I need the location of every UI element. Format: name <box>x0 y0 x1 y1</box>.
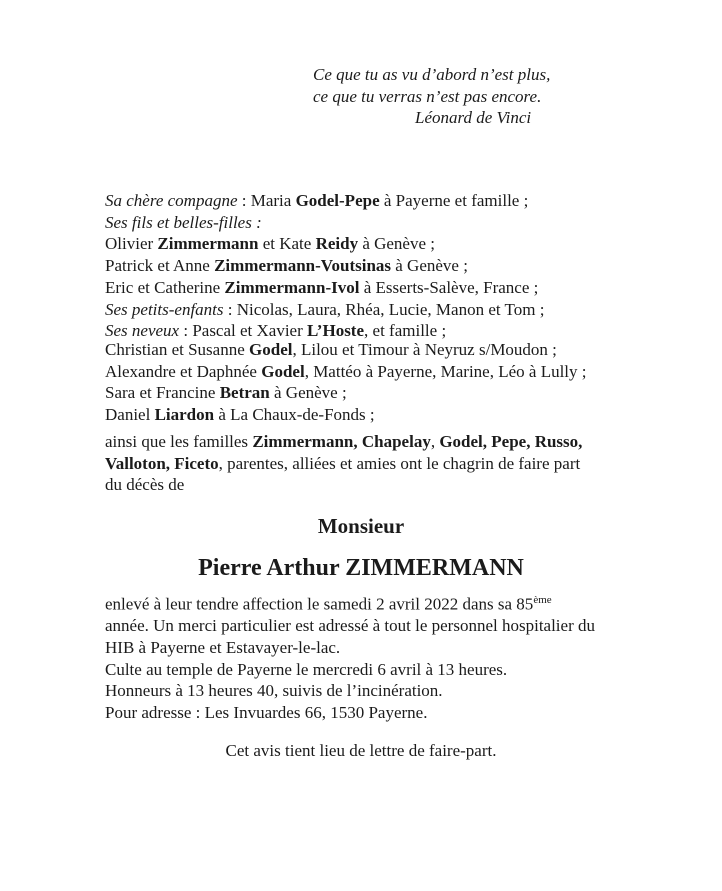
quote-attribution: Léonard de Vinci <box>415 108 532 128</box>
text-line: Christian et Susanne Godel, Lilou et Timour à Neyruz s/Moudon ; <box>105 340 557 359</box>
text-line: Alexandre et Daphnée Godel, Mattéo à Payerne, Marine, Léo à Lully ; <box>105 361 587 381</box>
deceased-name: Pierre Arthur ZIMMERMANN <box>198 555 524 581</box>
quote-line-1: Ce que tu as vu d’abord n’est plus, <box>313 65 551 84</box>
text-line: enlevé à leur tendre affection le samedi 2 avril 2022 dans sa 85ème <box>105 594 552 614</box>
text-line: Ses fils et belles-filles : <box>105 212 262 232</box>
deceased-title: Monsieur <box>317 514 405 538</box>
text-line: Patrick et Anne Zimmermann-Voutsinas à Genève ; <box>105 256 468 276</box>
funeral-details <box>105 590 705 724</box>
text-line: Valloton, Ficeto, parentes, alliées et amies ont le chagrin de faire part <box>105 453 581 473</box>
text-line: HIB à Payerne et Estavayer-le-lac. <box>105 638 341 658</box>
family-list-secondary <box>105 339 705 426</box>
text-line: Culte au temple de Payerne le mercredi 6 avril à 13 heures. <box>105 659 508 679</box>
text-line: Honneurs à 13 heures 40, suivis de l’incinération. <box>105 681 443 701</box>
text-line: Ses neveux : Pascal et Xavier L’Hoste, et famille ; <box>105 321 447 341</box>
closing-notice: Cet avis tient lieu de lettre de faire-part. <box>225 741 497 760</box>
text-line: Eric et Catherine Zimmermann-Ivol à Esserts-Salève, France ; <box>105 277 539 297</box>
announcement-paragraph <box>105 431 705 496</box>
text-line: ainsi que les familles Zimmermann, Chapelay, Godel, Pepe, Russo, <box>105 432 583 451</box>
text-line: Olivier Zimmermann et Kate Reidy à Genève ; <box>105 234 435 254</box>
text-line: du décès de <box>105 475 185 495</box>
text-line: Ses petits-enfants : Nicolas, Laura, Rhéa, Lucie, Manon et Tom ; <box>105 299 545 319</box>
epigraph-quote <box>313 64 550 129</box>
text-line: année. Un merci particulier est adressé à tout le personnel hospitalier du <box>105 616 595 636</box>
family-list-primary <box>105 190 705 342</box>
text-line: Daniel Liardon à La Chaux-de-Fonds ; <box>105 405 375 425</box>
text-line: Sara et Francine Betran à Genève ; <box>105 383 347 403</box>
quote-line-2: ce que tu verras n’est pas encore. <box>313 86 542 106</box>
text-line: Sa chère compagne : Maria Godel-Pepe à Payerne et famille ; <box>105 191 529 210</box>
text-line: Pour adresse : Les Invuardes 66, 1530 Payerne. <box>105 703 428 723</box>
